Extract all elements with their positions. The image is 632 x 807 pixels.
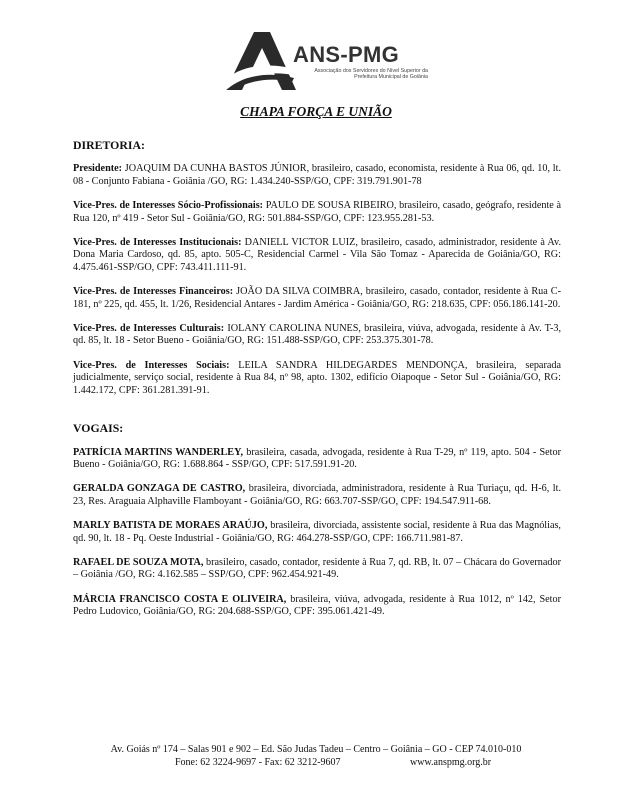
- entry-text: brasileira, viúva, advogada, residente à Rua 1012, nº 142, Setor Pedro Ludovico, Goiânia/GO, RG: 204.688-SSP/GO, CPF: 395.061.421-49.: [73, 593, 561, 618]
- vogal-entry: [73, 557, 561, 582]
- entry-role: Vice-Pres. de Interesses Sócio-Profissionais:: [73, 200, 264, 212]
- entry-text: JOÃO DA SILVA COIMBRA, brasileiro, casado, contador, residente à Rua C-181, nº 225, qd. 455, lt. 1/26, Residencial Antares - Jardim América - Goiânia/GO, RG: 218.635, CPF: 056.186.141-20.: [73, 286, 561, 310]
- entry-text: brasileira, divorciada, assistente social, residente à Rua das Magnólias, qd. 90, lt. 18 - Pq. Oeste Industrial - Goiânia/GO, RG: 464.278-SSP/GO, CPF: 166.711.981-87.: [73, 520, 561, 544]
- entry-text: PAULO DE SOUSA RIBEIRO, brasileiro, casado, geógrafo, residente à Rua 120, nº 419 - Setor Sul - Goiânia/GO, RG: 501.884-SSP/GO, CPF: 123.955.281-53.: [73, 200, 561, 224]
- diretoria-entry-financeiros: [73, 286, 561, 311]
- entry-text: brasileira, casada, advogada, residente à Rua T-29, nº 119, apto. 504 - Setor Bueno - Goiânia/GO, RG: 1.688.864 - SSP/GO, CPF: 517.591.91-20.: [73, 446, 561, 470]
- diretoria-entry-socio-profissionais: [73, 200, 561, 225]
- vogais-heading: VOGAIS:: [73, 421, 124, 436]
- vogal-entry: [73, 594, 561, 619]
- diretoria-entry-culturais: [73, 323, 561, 348]
- entry-text: LEILA SANDRA HILDEGARDES MENDONÇA, brasileira, separada judicialmente, serviço social, residente à Rua 84, nº 98, apto. 1302, edifício Oiapoque - Setor Sul - Goiânia/GO, RG: 1.442.172, CPF: 361.281.391-91.: [73, 359, 561, 396]
- footer-phone: Fone: 62 3224-9697 - Fax: 62 3212-9607: [175, 756, 341, 768]
- vogal-entry: [73, 483, 561, 508]
- ans-pmg-a-emblem-icon: [222, 30, 302, 95]
- vogal-entry: [73, 520, 561, 545]
- entry-role: Vice-Pres. de Interesses Institucionais:: [73, 237, 242, 249]
- diretoria-entry-presidente: [73, 163, 561, 188]
- logo-name: ANS-PMG: [293, 42, 399, 67]
- diretoria-entry-sociais: [73, 360, 561, 397]
- entry-role: Vice-Pres. de Interesses Financeiros:: [73, 286, 234, 298]
- footer-website: www.anspmg.org.br: [410, 756, 492, 768]
- entry-role: RAFAEL DE SOUZA MOTA,: [73, 556, 204, 568]
- footer-address: Av. Goiás nº 174 – Salas 901 e 902 – Ed. São Judas Tadeu – Centro – Goiânia – GO - CEP 74.010-010: [110, 744, 522, 755]
- entry-role: Vice-Pres. de Interesses Culturais:: [73, 323, 225, 335]
- diretoria-entry-institucionais: [73, 237, 561, 274]
- entry-role: GERALDA GONZAGA DE CASTRO,: [73, 483, 246, 495]
- entry-text: IOLANY CAROLINA NUNES, brasileira, viúva, advogada, residente à Av. T-3, qd. 85, lt. 18 - Setor Bueno - Goiânia/GO, RG: 151.488-SSP/GO, CPF: 253.375.301-78.: [73, 323, 561, 347]
- section-spacer: [73, 409, 561, 422]
- vogal-entry: [73, 447, 561, 472]
- entry-text: DANIELL VICTOR LUIZ, brasileiro, casado, administrador, residente à Av. Dona Maria Cardoso, qd. 85, apto. 505-C, Residencial Carmel - Vila São Tomaz - Aparecida de Goiânia/GO, RG: 4.475.461-SSP/GO, CPF: 743.411.111-91.: [73, 237, 561, 273]
- ans-pmg-logo: [222, 30, 432, 95]
- entry-role: Vice-Pres. de Interesses Sociais:: [73, 359, 230, 371]
- entry-role: Presidente:: [73, 163, 123, 175]
- entry-role: MARLY BATISTA DE MORAES ARAÚJO,: [73, 520, 268, 532]
- entry-text: brasileiro, casado, contador, residente à Rua 7, qd. RB, lt. 07 – Chácara do Governador – Goiânia /GO, RG: 4.162.585 – SSP/GO, CPF: 962.454.921-49.: [73, 556, 561, 581]
- entry-role: PATRÍCIA MARTINS WANDERLEY,: [73, 446, 244, 458]
- entry-role: MÁRCIA FRANCISCO COSTA E OLIVEIRA,: [73, 593, 287, 605]
- document-body: [73, 139, 561, 631]
- page-footer: [0, 744, 632, 770]
- entry-text: JOAQUIM DA CUNHA BASTOS JÚNIOR, brasileiro, casado, economista, residente à Rua 06, qd. 10, lt. 08 - Conjunto Fabiana - Goiânia /GO, RG: 1.434.240-SSP/GO, CPF: 319.791.901-78: [73, 163, 561, 187]
- entry-text: brasileira, divorciada, administradora, residente à Rua Turiaçu, qd. H-6, lt. 23, Res. Araguaia Alphaville Flamboyant - Goiânia/GO, RG: 663.707-SSP/GO, CPF: 194.547.911-68.: [73, 483, 561, 507]
- logo-subtitle: Associação dos Servidores do Nível Superior da Prefeitura Municipal de Goiânia: [314, 68, 428, 80]
- diretoria-heading: DIRETORIA:: [73, 138, 145, 152]
- document-title: CHAPA FORÇA E UNIÃO: [240, 104, 392, 119]
